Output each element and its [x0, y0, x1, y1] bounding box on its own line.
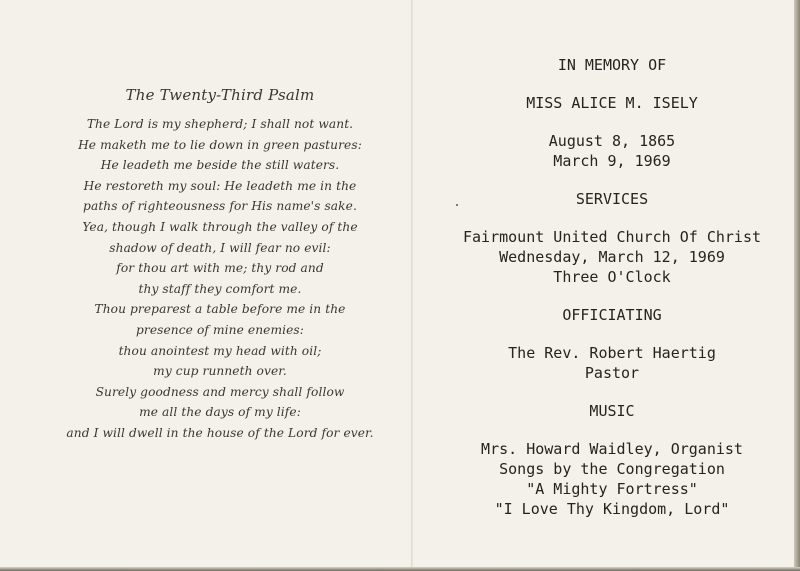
deceased-name: MISS ALICE M. ISELY	[526, 94, 698, 112]
psalm-line: my cup runneth over.	[153, 364, 287, 379]
psalm-panel	[40, 86, 400, 444]
organist: Mrs. Howard Waidley, Organist	[481, 440, 743, 458]
church-name: Fairmount United Church Of Christ	[462, 228, 761, 246]
psalm-line: Yea, though I walk through the valley of the	[82, 219, 358, 234]
service-time: Three O'Clock	[553, 268, 671, 286]
psalm-line: Surely goodness and mercy shall follow	[95, 384, 345, 399]
music-heading: MUSIC	[589, 402, 635, 420]
officiant-name: The Rev. Robert Haertig	[508, 344, 716, 362]
psalm-line: paths of righteousness for His name's sake.	[83, 199, 357, 214]
services-heading: SERVICES	[575, 190, 649, 208]
song-title: "A Mighty Fortress"	[526, 480, 698, 498]
psalm-line: Thou preparest a table before me in the	[94, 302, 346, 317]
psalm-line: The Lord is my shepherd; I shall not want.	[86, 117, 354, 131]
psalm-line: me all the days of my life:	[139, 405, 301, 420]
officiant-title: Pastor	[584, 364, 640, 382]
memorial-heading: IN MEMORY OF	[557, 56, 667, 74]
songs-intro: Songs by the Congregation	[499, 460, 725, 478]
card-edge-right	[794, 0, 800, 571]
officiating-heading: OFFICIATING	[562, 306, 662, 324]
psalm-line: for thou art with me; thy rod and	[116, 261, 324, 276]
psalm-line: shadow of death, I will fear no evil:	[109, 240, 331, 255]
psalm-line: He maketh me to lie down in green pastures:	[78, 137, 362, 152]
psalm-line: presence of mine enemies:	[136, 322, 304, 337]
psalm-line: He restoreth my soul: He leadeth me in the	[83, 178, 357, 193]
birth-date: August 8, 1865	[548, 132, 676, 150]
psalm-line: thy staff they comfort me.	[138, 281, 302, 296]
card-fold	[411, 0, 413, 571]
memorial-panel	[432, 55, 792, 519]
service-date: Wednesday, March 12, 1969	[499, 248, 725, 266]
psalm-title: The Twenty-Third Psalm	[125, 86, 315, 104]
psalm-line: thou anointest my head with oil;	[118, 343, 322, 358]
psalm-line: He leadeth me beside the still waters.	[100, 158, 340, 173]
song-title: "I Love Thy Kingdom, Lord"	[494, 500, 730, 518]
psalm-line: and I will dwell in the house of the Lord for ever.	[66, 425, 374, 440]
card-edge-bottom	[0, 567, 800, 571]
death-date: March 9, 1969	[553, 152, 671, 170]
